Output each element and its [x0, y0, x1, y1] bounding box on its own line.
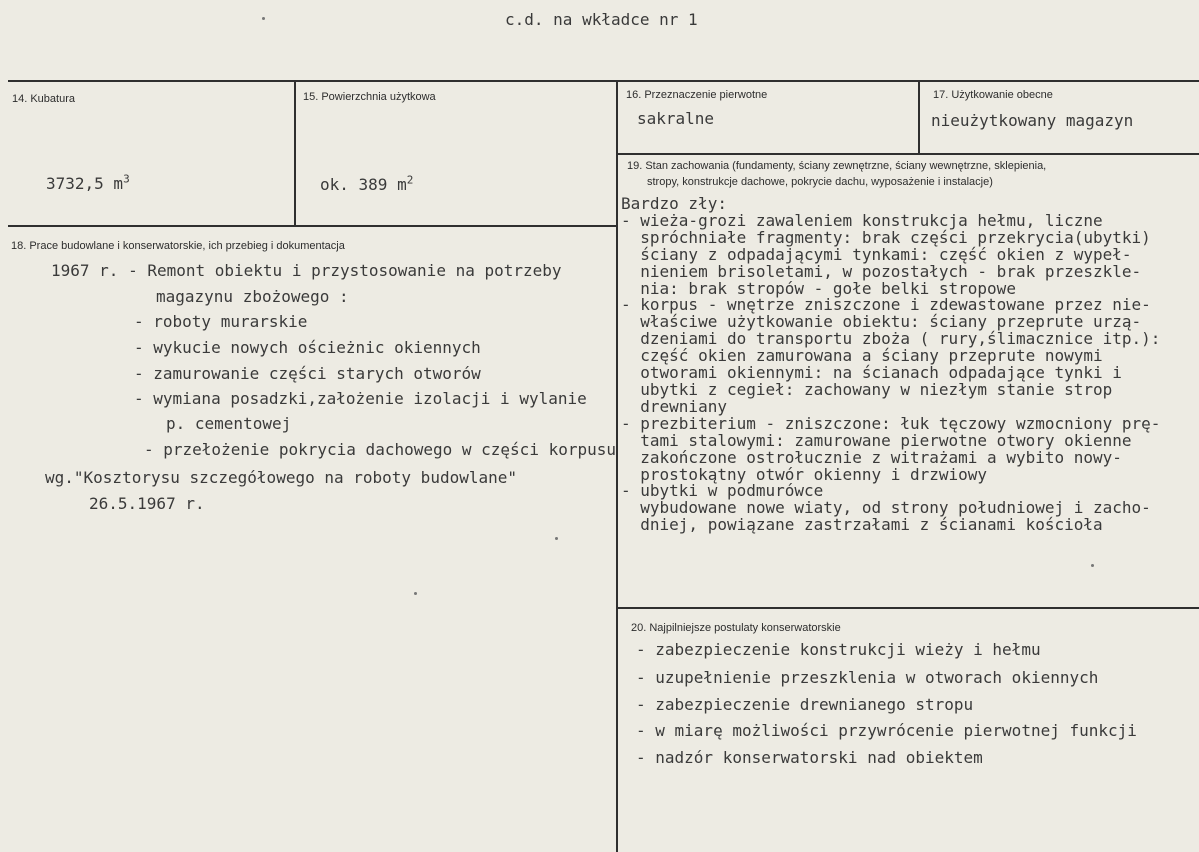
- condition-line: otworami okiennymi: na ścianach odpadające tynki i: [621, 363, 1122, 383]
- condition-line: nia: brak stropów - gołe belki stropowe: [621, 278, 1016, 298]
- condition-line: - wieża-grozi zawaleniem konstrukcja hełmu, liczne: [621, 210, 1103, 230]
- condition-line: - korpus - wnętrze zniszczone i zdewastowane przez nie-: [621, 295, 1151, 315]
- condition-line: dzeniami do transportu zboża ( rury,ślimacznice itp.):: [621, 329, 1161, 349]
- condition-line: spróchniałe fragmenty: brak części przekrycia(ubytki): [621, 227, 1151, 247]
- condition-line: prostokątny otwór okienny i drzwiowy: [621, 464, 988, 484]
- condition-line: ubytki z cegieł: zachowany w niezłym stanie strop: [621, 379, 1113, 399]
- field-18-label: 18. Prace budowlane i konserwatorskie, ich przebieg i dokumentacja: [11, 240, 345, 252]
- condition-line: - prezbiterium - zniszczone: łuk tęczowy wzmocniony prę-: [621, 413, 1161, 433]
- condition-line: ściany z odpadającymi tynkami: część okien z wypeł-: [621, 244, 1132, 264]
- condition-line: drewniany: [621, 396, 727, 416]
- field-16-label: 16. Przeznaczenie pierwotne: [626, 89, 768, 101]
- rule-above-20: [616, 607, 1199, 609]
- field-16-value: sakralne: [637, 109, 715, 128]
- works-line: - wykucie nowych ościeżnic okiennych: [134, 338, 481, 357]
- condition-line: wybudowane nowe wiaty, od strony południowej i zacho-: [621, 498, 1151, 518]
- postulate-item: - zabezpieczenie drewnianego stropu: [636, 695, 974, 714]
- scan-speck: [262, 17, 265, 20]
- works-line: wg."Kosztorysu szczegółowego na roboty budowlane": [45, 468, 518, 487]
- field-15-value: ok. 389 $m^2$: [320, 173, 414, 194]
- condition-line: część okien zamurowana a ściany przeprute nowymi: [621, 346, 1103, 366]
- works-line: - przełożenie pokrycia dachowego w części korpusu: [144, 440, 617, 459]
- condition-line: - ubytki w podmurówce: [621, 481, 824, 501]
- scan-speck: [414, 592, 417, 595]
- field-19-label-line2: stropy, konstrukcje dachowe, pokrycie dachu, wyposażenie i instalacje): [647, 176, 993, 188]
- form-top-rule: [8, 80, 1199, 82]
- postulate-item: - uzupełnienie przeszklenia w otworach okiennych: [636, 668, 1099, 687]
- works-line: 26.5.1967 r.: [89, 494, 205, 513]
- condition-line: nieniem brisoletami, w pozostałych - brak przeszkle-: [621, 261, 1142, 281]
- condition-line: Bardzo zły:: [621, 194, 727, 213]
- condition-line: tami stalowymi: zamurowane pierwotne otwory okienne: [621, 430, 1132, 450]
- postulate-item: - nadzór konserwatorski nad obiektem: [636, 748, 983, 767]
- continuation-note: c.d. na wkładce nr 1: [505, 10, 698, 29]
- condition-line: zakończone ostrołucznie z witrażami a wybito nowy-: [621, 447, 1122, 467]
- field-15-label: 15. Powierzchnia użytkowa: [303, 91, 436, 103]
- condition-line: właściwe użytkowanie obiektu: ściany przeprute urzą-: [621, 312, 1142, 332]
- divider-left-right: [616, 80, 618, 852]
- field-14-value: 3732,5 $m^3$: [46, 172, 130, 193]
- field-19-label-line1: 19. Stan zachowania (fundamenty, ściany zewnętrzne, ściany wewnętrzne, sklepienia,: [627, 160, 1047, 172]
- scan-speck: [555, 537, 558, 540]
- field-17-label: 17. Użytkowanie obecne: [933, 89, 1053, 101]
- field-19-text: [621, 196, 1160, 534]
- works-line: p. cementowej: [166, 414, 292, 433]
- condition-line: dniej, powiązane zastrzałami z ścianami kościoła: [621, 515, 1103, 535]
- works-line: - roboty murarskie: [134, 312, 308, 331]
- works-line: - wymiana posadzki,założenie izolacji i wylanie: [134, 389, 587, 408]
- works-line: magazynu zbożowego :: [156, 287, 349, 306]
- divider-16-17: [918, 80, 920, 154]
- rule-above-19: [616, 153, 1199, 155]
- field-17-value: nieużytkowany magazyn: [931, 111, 1134, 130]
- postulate-item: - w miarę możliwości przywrócenie pierwotnej funkcji: [636, 721, 1137, 740]
- rule-above-18: [8, 225, 617, 227]
- postulate-item: - zabezpieczenie konstrukcji wieży i hełmu: [636, 640, 1041, 659]
- field-14-label: 14. Kubatura: [12, 93, 75, 105]
- scan-speck: [1091, 564, 1094, 567]
- works-line: - zamurowanie części starych otworów: [134, 364, 481, 383]
- works-line: 1967 r. - Remont obiektu i przystosowanie na potrzeby: [51, 261, 562, 280]
- divider-14-15: [294, 80, 296, 226]
- field-20-label: 20. Najpilniejsze postulaty konserwatorskie: [631, 622, 841, 634]
